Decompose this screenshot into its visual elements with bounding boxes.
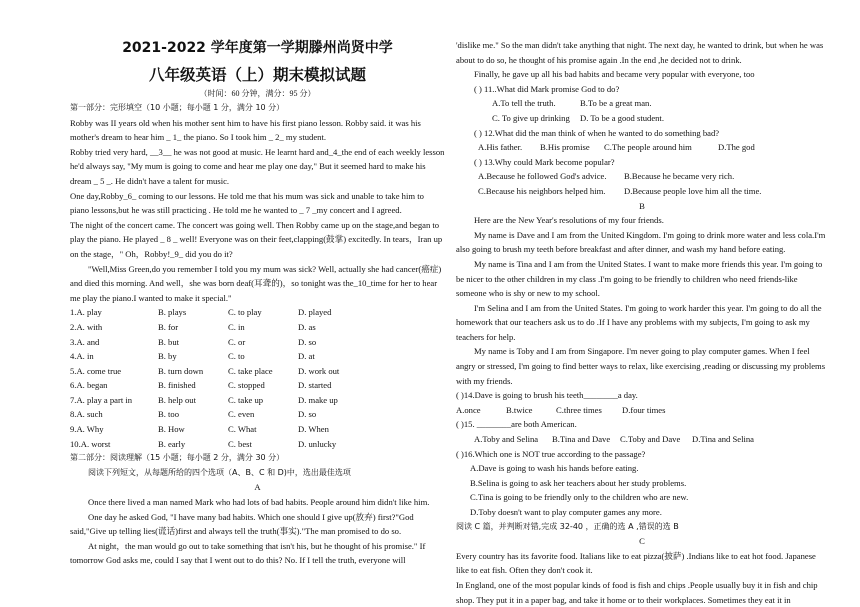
option-b: B.To be a great man. <box>580 98 652 109</box>
option-row <box>70 349 445 364</box>
passage-paragraph: One day he asked God, "I have many bad habits. Which one should I give up(放弃) first?"God said,"Give up telling lies(谎话)first and always tell the truth(事实)."The man promised to do so. <box>70 511 414 537</box>
option-d: D. To be a good student. <box>580 112 664 123</box>
option-a: A.Dave is going to wash his hands before eating. <box>470 463 639 474</box>
option-row <box>70 335 445 350</box>
cloze-paragraph: Robby was II years old when his mother sent him to have his first piano lesson. Robby said. it was his mother's dream to hear him _ 1_ the piano. So I took him _ 2_ my student. <box>70 117 421 143</box>
option-b: B.His promise <box>540 142 590 153</box>
option-a: 7.A. play a part in <box>70 394 133 405</box>
option-c: C. in <box>228 321 245 332</box>
passage-paragraph: Every country has its favorite food. Italians like to eat pizza(披萨) .Indians like to eat hot food. Japanese like to eat fish. Often they don't cook it. <box>456 550 816 576</box>
option-c: C.three times <box>556 404 602 415</box>
question-stem: ( ) 12.What did the man think of when he wanted to do something bad? <box>474 127 720 138</box>
part1-heading: 第一部分：完形填空（10 小题；每小题 1 分，满分 10 分） <box>70 103 285 112</box>
question-13 <box>456 155 828 199</box>
option-d: D.Because people love him all the time. <box>624 185 762 196</box>
option-d: D. at <box>298 351 315 362</box>
option-d: D. When <box>298 424 329 435</box>
option-d: D. started <box>298 380 332 391</box>
option-d: D. so <box>298 336 317 347</box>
option-b: B.twice <box>506 404 533 415</box>
passage-paragraph: 'dislike me." So the man didn't take anything that night. The next day, he wanted to drink, but when he was about to do so, he thought of his promise again .In the end ,he decided not to drink. <box>456 40 824 65</box>
option-b: B. for <box>158 321 179 332</box>
option-b: B. help out <box>158 394 196 405</box>
option-d: D.The god <box>718 142 755 153</box>
exam-subtitle: （时间：60 分钟，满分：95 分） <box>199 89 316 98</box>
option-b: B.Because he became very rich. <box>624 171 735 182</box>
exam-title-subject: 八年级英语（上）期末模拟试题 <box>148 66 366 84</box>
option-row <box>70 422 445 437</box>
cloze-passage <box>70 116 445 306</box>
part-c-instruction: 阅读 C 篇，并判断对错,完成 32-40 ，正确的选 A ,错误的选 B <box>456 521 679 531</box>
option-d: D. make up <box>298 394 338 405</box>
option-row <box>70 378 445 393</box>
section-a-label: A <box>254 482 261 493</box>
question-stem: ( ) 13.Why could Mark become popular? <box>474 156 615 167</box>
passage-paragraph: At night，the man would go out to take something that isn't his, but he thought of his promise." If tomorrow God asks me, could I say that I went out to do this? No. If I tell the truth, everyone will <box>70 540 426 566</box>
option-b: B. too <box>158 409 180 420</box>
option-d: D.four times <box>622 404 666 415</box>
exam-title-school: 2021-2022 学年度第一学期滕州尚贤中学 <box>122 40 393 56</box>
question-stem: ( )16.Which one is NOT true according to the passage? <box>456 448 646 459</box>
option-c: C. to <box>228 351 245 362</box>
passage-b <box>456 213 828 388</box>
passage-paragraph: I'm Selina and I am from the United States. I'm going to work harder this year. I'm going to do all the homework that our teachers ask us to do .If I have any problems with my subjects, I'm going to ask my teachers for help. <box>456 302 822 342</box>
question-stem: ( )14.Dave is going to brush his teeth________a day. <box>456 390 638 401</box>
passage-paragraph: My name is Toby and I am from Singapore. I'm never going to play computer games. When I feel angry or stressed, I'm going to find better ways to relax, like exercising ,reading or discussing my problems with my friends. <box>456 346 826 386</box>
cloze-paragraph: One day,Robby_6_ coming to our lessons. He told me that his mum was sick and unable to take him to piano lessons,but he was still practicing . He told me he wanted to _ 7 _my concert and I agreed. <box>70 190 424 216</box>
question-14 <box>456 388 828 417</box>
option-a: 5.A. come true <box>70 365 122 376</box>
passage-paragraph: My name is Dave and I am from the United Kingdom. I'm going to drink more water and less cola.I'm also going to brush my teeth before breakfast and after dinner, and wash my hand before eating. <box>456 229 826 255</box>
passage-a-continued <box>456 38 828 82</box>
option-c: C. or <box>228 336 246 347</box>
option-d: D. so <box>298 409 317 420</box>
right-column <box>456 38 828 607</box>
option-a: A.Because he followed God's advice. <box>478 171 607 182</box>
option-a: 4.A. in <box>70 351 94 362</box>
option-a: 10.A. worst <box>70 438 111 449</box>
option-b: B. plays <box>158 307 187 318</box>
option-a: A.Toby and Selina <box>474 434 539 445</box>
option-a: A.His father. <box>478 142 523 153</box>
option-d: D.Tina and Selina <box>692 434 754 445</box>
cloze-options-table <box>70 305 445 451</box>
passage-paragraph: My name is Tina and I am from the United States. I want to make more friends this year. I'm going to be nicer to the other children in my class .I'm going to be friendly to children who need friends-like someone who is shy or new to my school. <box>456 258 823 299</box>
option-a: A.once <box>456 404 481 415</box>
question-stem: ( )15. ________are both American. <box>456 419 577 430</box>
option-c: C.Because his neighbors helped him. <box>478 185 606 196</box>
option-a: 9.A. Why <box>70 424 104 435</box>
question-stem: ( ) 11..What did Mark promise God to do? <box>474 83 620 94</box>
question-11 <box>456 82 828 126</box>
option-c: C. best <box>228 438 252 449</box>
passage-paragraph: Here are the New Year's resolutions of my four friends. <box>474 215 664 226</box>
option-d: D. as <box>298 321 316 332</box>
option-d: D. played <box>298 307 332 318</box>
option-c: C. To give up drinking <box>492 112 570 123</box>
option-row <box>70 407 445 422</box>
option-c: C.Tina is going to be friendly only to the children who are new. <box>470 492 689 503</box>
option-c: C. stopped <box>228 380 265 391</box>
option-row <box>70 437 445 452</box>
option-row <box>70 364 445 379</box>
section-b-label: B <box>639 200 645 211</box>
option-a: 8.A. such <box>70 409 103 420</box>
question-12 <box>456 126 828 155</box>
cloze-paragraph: Robby tried very hard, __3__ he was not good at music. He learnt hard and_4_the end of each weekly lesson he'd always say, "My mum is going to come and hear me play one day," But it seemed hard to make his dream _ 5 _. He didn't have a talent for music. <box>70 146 445 186</box>
option-c: C. take place <box>228 365 273 376</box>
part2-instruction: 阅读下列短文，从每题所给的四个选项（A、B、C 和 D)中，选出最佳选项 <box>88 467 351 477</box>
section-c-label: C <box>639 536 645 547</box>
option-c: C. even <box>228 409 255 420</box>
part2-heading: 第二部分：阅读理解（15 小题；每小题 2 分，满分 30 分） <box>70 453 285 463</box>
option-a: 3.A. and <box>70 336 100 347</box>
option-b: B. by <box>158 351 177 362</box>
option-row <box>70 320 445 335</box>
option-a: 6.A. began <box>70 380 108 391</box>
question-15 <box>456 417 828 446</box>
option-c: C.The people around him <box>604 142 692 153</box>
option-b: B. finished <box>158 380 196 391</box>
option-d: D.Toby doesn't want to play computer games any more. <box>470 507 662 517</box>
option-a: 2.A. with <box>70 321 103 332</box>
passage-paragraph: In England, one of the most popular kinds of food is fish and chips .People usually buy it in fish and chip shop. They put it in a paper bag, and take it home or to their workplaces. Sometimes they eat it in <box>456 579 818 605</box>
option-c: C. What <box>228 424 257 435</box>
option-row <box>70 393 445 408</box>
option-b: B. turn down <box>158 365 204 376</box>
passage-c <box>456 549 828 607</box>
option-a: 1.A. play <box>70 307 102 318</box>
option-row <box>70 305 445 320</box>
option-b: B.Selina is going to ask her teachers about her study problems. <box>470 477 687 488</box>
option-c: C. to play <box>228 307 262 318</box>
option-b: B.Tina and Dave <box>552 434 611 445</box>
option-a: A.To tell the truth. <box>492 98 556 109</box>
option-d: D. work out <box>298 365 340 376</box>
option-b: B. early <box>158 438 186 449</box>
option-b: B. but <box>158 336 180 347</box>
option-d: D. unlucky <box>298 438 337 449</box>
question-16 <box>456 447 828 520</box>
option-c: C.Toby and Dave <box>620 434 681 445</box>
option-c: C. take up <box>228 394 264 405</box>
option-b: B. How <box>158 424 185 435</box>
passage-a <box>70 495 445 568</box>
cloze-paragraph: "Well,Miss Green,do you remember I told you my mum was sick? Well, actually she had cancer(癌症) and died this morning. And well，she was born deaf(耳聋的)，so tonight was the_10_time for her to hear me play the piano.I wanted to make it special." <box>70 263 442 303</box>
passage-paragraph: Once there lived a man named Mark who had lots of bad habits. People around him didn't like him. <box>88 497 430 508</box>
left-column <box>70 38 445 568</box>
cloze-paragraph: The night of the concert came. The concert was going well. Then Robby came up on the stage,and began to play the piano. He played _ 8 _ well! Everyone was on their feet,clapping(鼓掌) excitedly. In tears，Iran up on the stage，" Oh，Robby!_9_ did you do it? <box>70 219 443 259</box>
passage-paragraph: Finally, he gave up all his bad habits and became very popular with everyone, too <box>474 69 755 80</box>
